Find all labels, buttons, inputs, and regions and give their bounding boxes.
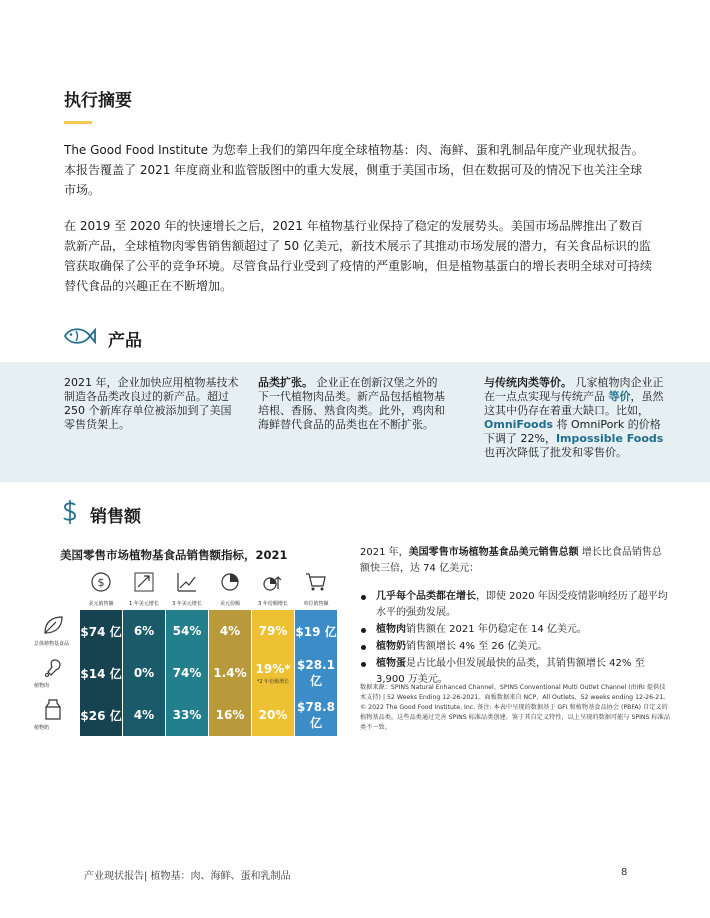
chart-title: 美国零售市场植物基食品销售额指标，2021	[60, 548, 288, 562]
metric-cell: $28.1 亿	[295, 652, 337, 694]
dollar-icon	[62, 499, 78, 529]
chicken-icon	[38, 656, 68, 678]
sales-bullet: 植物奶销售额增长 4% 至 26 亿美元。	[360, 639, 670, 655]
metric-cell: 74%	[166, 652, 208, 694]
page-number: 8	[621, 867, 628, 878]
metric-cell: 79%	[252, 610, 294, 652]
metric-cell: 4%	[209, 610, 251, 652]
sales-heading	[62, 499, 141, 529]
metric-cell: $19 亿	[295, 610, 337, 652]
impossible-foods-brand: Impossible Foods	[555, 432, 664, 445]
pie-icon	[219, 570, 241, 594]
omnifoods-brand: OmniFoods	[484, 418, 554, 431]
products-heading	[62, 325, 142, 351]
intro-paragraph-1: The Good Food Institute 为您奉上我们的第四年度全球植物基：肉、海鲜、蛋和乳制品年度产业现状报告。本报告覆盖了 2021 年度商业和监管版图中的重大发展，侧重于美国市场，但在数据可及的情况下也关注全球市场。	[64, 143, 644, 197]
metric-cell: 1.4%	[209, 652, 251, 694]
sales-bullet: 植物蛋是占比最小但发展最快的品类，其销售额增长 42% 至 3,900 万美元。	[360, 656, 670, 688]
column-header: 美元份额	[219, 601, 240, 607]
metric-cell: 4%	[123, 694, 165, 736]
column-header: 3 年份额增长	[258, 601, 288, 607]
column-header: 单位销售额	[303, 601, 329, 607]
metric-cell: 19%* *2 年份额增长	[252, 652, 294, 694]
sales-bullet-list	[360, 589, 670, 689]
svg-text:$: $	[97, 576, 105, 589]
page-title: 执行摘要	[64, 91, 132, 111]
metric-cell: 33%	[166, 694, 208, 736]
row-label: 总体植物基食品	[34, 641, 70, 647]
products-band	[0, 362, 710, 482]
products-heading-label: 产品	[108, 330, 142, 351]
parity-highlight: 等价	[608, 390, 631, 403]
column-header: 美元销售额	[88, 601, 114, 607]
metric-cell: 0%	[123, 652, 165, 694]
sales-bullet: 植物肉销售额在 2021 年仍稳定在 14 亿美元。	[360, 622, 670, 638]
category-expansion-lead: 品类扩张。	[258, 376, 313, 389]
growth-chart-icon	[176, 570, 198, 594]
column-header: 3 年美元增长	[172, 601, 202, 607]
metric-cell: $26 亿	[80, 694, 122, 736]
footnote-label: *2 年份额增长	[256, 678, 290, 685]
row-label: 植物奶	[34, 725, 50, 731]
metric-cell: $14 亿	[80, 652, 122, 694]
share-growth-icon	[262, 570, 284, 594]
sales-lead-bold: 美国零售市场植物基食品美元销售总额	[408, 547, 579, 558]
row-label: 植物肉	[34, 683, 50, 689]
title-underline	[64, 121, 92, 124]
sales-metrics-table	[34, 566, 354, 736]
footer-report-title: 产业现状报告| 植物基：肉、海鲜、蛋和乳制品	[84, 871, 291, 882]
dollar-circle-icon	[90, 570, 112, 594]
metric-cell: 20%	[252, 694, 294, 736]
column-header: 1 年美元增长	[129, 601, 159, 607]
products-column-3: 与传统肉类等价。 几家植物肉企业正在一点点实现与传统产品 等价，虽然这其中仍存在着重大缺口。比如，OmniFoods 将 OmniPork 的价格下调了 22%，Impossible Foods 也再次降低了批发和零售价。	[484, 376, 664, 459]
leaf-icon	[38, 614, 68, 636]
milk-carton-icon	[38, 698, 68, 720]
metric-cell: 54%	[166, 610, 208, 652]
sales-heading-label: 销售额	[90, 506, 141, 527]
sales-bullet: 几乎每个品类都在增长，即使 2020 年因受疫情影响经历了超平均水平的强劲发展。	[360, 589, 670, 621]
metric-cell: 16%	[209, 694, 251, 736]
products-column-1: 2021 年，企业加快应用植物基技术制造各品类改良过的新产品。超过 250 个新库存单位被添加到了美国零售货架上。	[64, 376, 239, 431]
metric-cell: $74 亿	[80, 610, 122, 652]
cart-icon	[305, 570, 327, 594]
sales-lead-paragraph: 2021 年，美国零售市场植物基食品美元销售总额 增长比食品销售总额快三倍，达 74 亿美元：	[360, 547, 662, 574]
trend-up-icon	[133, 570, 155, 594]
metric-cell: 6%	[123, 610, 165, 652]
intro-paragraph-2: 在 2019 至 2020 年的快速增长之后，2021 年植物基行业保持了稳定的发展势头。美国市场品牌推出了数百款新产品，全球植物肉零售销售额超过了 50 亿美元，新技术展示了其推动市场发展的潜力，有关食品标识的监管获取确保了公平的竞争环境。尽管食品行业受到了疫情的严重影响，但是植物基蛋白的增长表明全球对可持续替代食品的兴趣正在不断增加。	[64, 219, 653, 293]
data-sources-note: 数据来源：SPINS Natural Enhanced Channel、SPINS Conventional Multi Outlet Channel (由IRI 提供技术支持) | 52 Weeks Ending 12-26-2021。面板数据来自 NCP、All Outlets、52 weeks ending 12-26-21。© 2022 The Good Food Institute, Inc. 备注: 本表中呈现的数据基于 GFI 和植物基食品协会 (PBFA) 自定义的植物基品类。这些品类通过完善 SPINS 标准品类创建。鉴于其自定义特性，以上呈现的数据可能与 SPINS 标准品类不一致。	[360, 684, 671, 731]
fish-icon	[62, 325, 96, 351]
metric-cell: $78.8 亿	[295, 694, 337, 736]
price-parity-lead: 与传统肉类等价。	[484, 376, 572, 389]
products-column-2: 品类扩张。 企业正在创新汉堡之外的下一代植物肉品类。新产品包括植物基培根、香肠、熟食肉类。此外，鸡肉和海鲜替代食品的品类也在不断扩张。	[258, 376, 445, 431]
